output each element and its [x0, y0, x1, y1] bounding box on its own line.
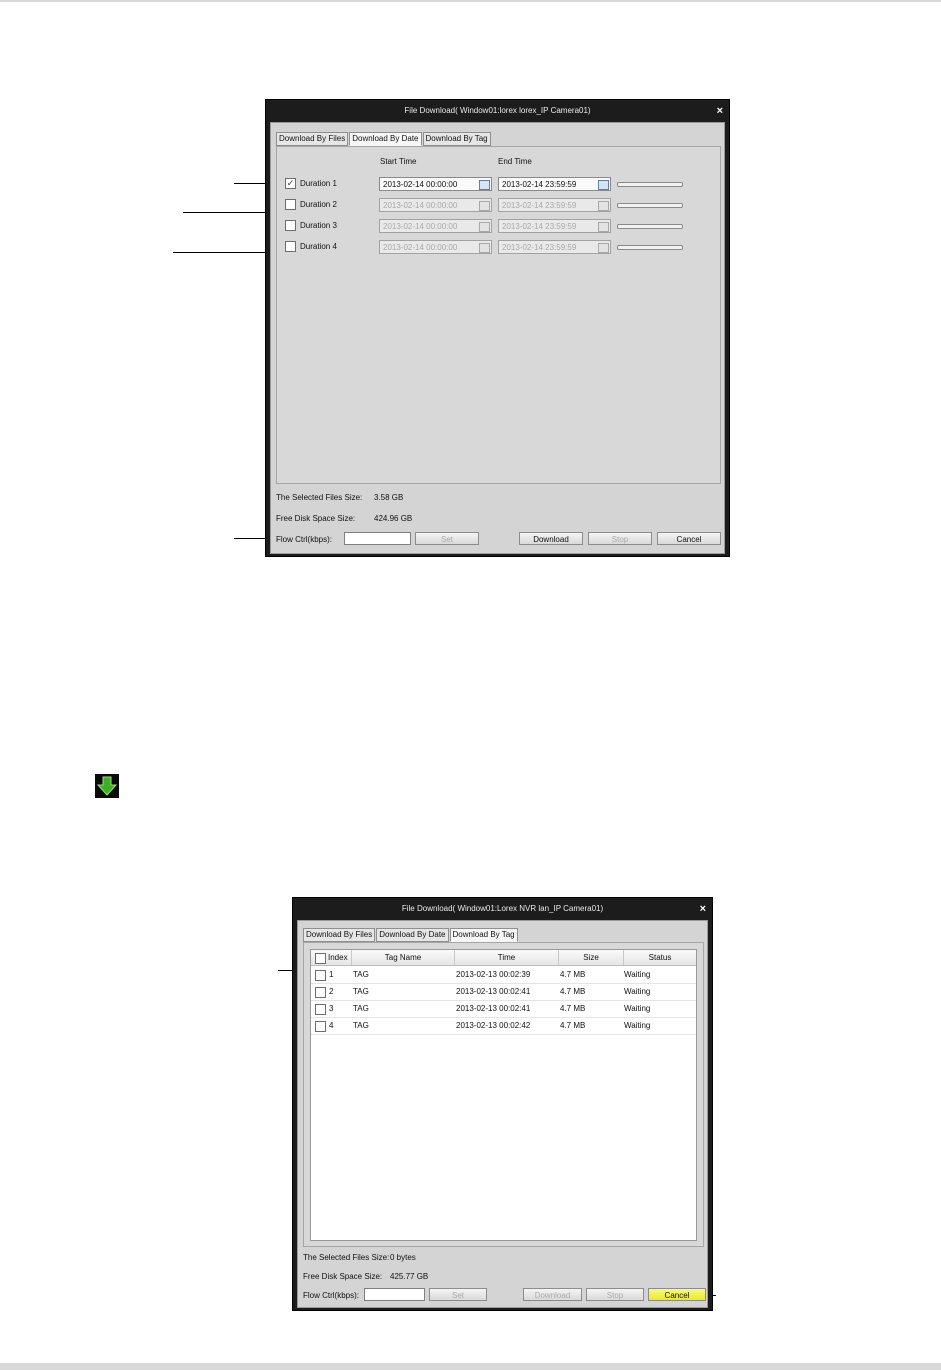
row-checkbox[interactable] [315, 1021, 326, 1032]
free-space-value: 425.77 GB [390, 1272, 429, 1281]
row-time: 2013-02-13 00:02:39 [456, 970, 531, 979]
duration-3-checkbox[interactable] [285, 220, 296, 231]
set-button[interactable]: Set [429, 1288, 487, 1301]
tab-download-by-tag[interactable]: Download By Tag [450, 928, 518, 942]
dialog-body [270, 122, 725, 554]
tag-table [310, 949, 697, 1241]
duration-3-label: Duration 3 [300, 221, 337, 230]
cancel-button[interactable]: Cancel [648, 1288, 706, 1301]
tab-bar [276, 132, 492, 146]
row-size: 4.7 MB [560, 970, 586, 979]
row-checkbox[interactable] [315, 970, 326, 981]
duration-3-end-time[interactable] [498, 219, 611, 233]
duration-4-checkbox[interactable] [285, 241, 296, 252]
duration-2-checkbox[interactable] [285, 199, 296, 210]
row-index: 2 [329, 987, 334, 996]
calendar-icon[interactable] [598, 222, 609, 232]
stop-button[interactable]: Stop [588, 532, 652, 545]
column-header-status: Status [648, 953, 672, 962]
row-time: 2013-02-13 00:02:41 [456, 1004, 531, 1013]
flow-ctrl-input[interactable] [344, 532, 411, 545]
row-size: 4.7 MB [560, 1004, 586, 1013]
tab-download-by-date[interactable]: Download By Date [376, 928, 448, 942]
row-tag-name: TAG [353, 1004, 369, 1013]
tag-panel [303, 942, 704, 1247]
column-header-tag-name: Tag Name [352, 950, 455, 965]
duration-4-label: Duration 4 [300, 242, 337, 251]
download-button[interactable]: Download [519, 532, 583, 545]
selected-size-label: The Selected Files Size: [276, 493, 363, 502]
file-download-dialog-by-date [265, 99, 730, 557]
column-header-index: Index [328, 953, 348, 962]
tab-download-by-files[interactable]: Download By Files [303, 928, 375, 942]
duration-1-checkbox[interactable]: ✓ [286, 178, 295, 188]
download-arrow-icon [95, 774, 119, 798]
end-time-value: 2013-02-14 23:59:59 [502, 201, 577, 210]
duration-4-end-time[interactable] [498, 240, 611, 254]
select-all-header [311, 950, 352, 965]
dialog-title: File Download( Window01:lorex lorex_IP Camera01) [404, 106, 591, 115]
row-tag-name: TAG [353, 970, 369, 979]
row-status: Waiting [624, 987, 651, 996]
duration-3-progress [617, 224, 683, 229]
start-time-value: 2013-02-14 00:00:00 [383, 180, 458, 189]
row-index: 4 [329, 1021, 334, 1030]
duration-4-progress [617, 245, 683, 250]
end-time-value: 2013-02-14 23:59:59 [502, 243, 577, 252]
calendar-icon[interactable] [598, 243, 609, 253]
end-time-value: 2013-02-14 23:59:59 [502, 222, 577, 231]
dialog-body [297, 920, 708, 1308]
row-status: Waiting [624, 970, 651, 979]
calendar-icon[interactable] [598, 180, 609, 190]
tab-bar [303, 928, 519, 942]
row-checkbox[interactable] [315, 1004, 326, 1015]
flow-ctrl-label: Flow Ctrl(kbps): [276, 535, 333, 544]
stop-button[interactable]: Stop [586, 1288, 644, 1301]
row-time: 2013-02-13 00:02:41 [456, 987, 531, 996]
row-tag-name: TAG [353, 987, 369, 996]
close-icon[interactable]: × [716, 105, 723, 117]
row-time: 2013-02-13 00:02:42 [456, 1021, 531, 1030]
row-status: Waiting [624, 1004, 651, 1013]
free-space-value: 424.96 GB [374, 514, 413, 523]
table-row[interactable] [311, 1017, 696, 1035]
bottom-rule [0, 1363, 941, 1370]
end-time-value: 2013-02-14 23:59:59 [502, 180, 577, 189]
table-row[interactable] [311, 1000, 696, 1018]
duration-1-start-time[interactable] [379, 177, 492, 191]
calendar-icon[interactable] [598, 201, 609, 211]
duration-2-start-time[interactable] [379, 198, 492, 212]
flow-ctrl-label: Flow Ctrl(kbps): [303, 1291, 360, 1300]
row-status: Waiting [624, 1021, 651, 1030]
row-checkbox[interactable] [315, 987, 326, 998]
row-size: 4.7 MB [560, 987, 586, 996]
calendar-icon[interactable] [479, 222, 490, 232]
row-index: 1 [329, 970, 334, 979]
duration-1-label: Duration 1 [300, 179, 337, 188]
start-time-value: 2013-02-14 00:00:00 [383, 201, 458, 210]
table-row[interactable] [311, 983, 696, 1001]
selected-size-label: The Selected Files Size: [303, 1253, 390, 1262]
tab-download-by-date[interactable]: Download By Date [349, 132, 421, 146]
start-time-value: 2013-02-14 00:00:00 [383, 243, 458, 252]
duration-2-progress [617, 203, 683, 208]
download-button[interactable]: Download [523, 1288, 582, 1301]
calendar-icon[interactable] [479, 201, 490, 211]
row-index: 3 [329, 1004, 334, 1013]
start-time-value: 2013-02-14 00:00:00 [383, 222, 458, 231]
calendar-icon[interactable] [479, 243, 490, 253]
cancel-button[interactable]: Cancel [657, 532, 721, 545]
end-time-header: End Time [498, 157, 532, 166]
duration-3-start-time[interactable] [379, 219, 492, 233]
table-header [311, 950, 696, 966]
selected-size-value: 3.58 GB [374, 493, 404, 502]
free-space-label: Free Disk Space Size: [276, 514, 356, 523]
close-icon[interactable]: × [699, 903, 706, 915]
select-all-checkbox[interactable] [315, 953, 326, 964]
free-space-label: Free Disk Space Size: [303, 1272, 383, 1281]
table-row[interactable] [311, 966, 696, 984]
tab-download-by-tag[interactable]: Download By Tag [423, 132, 491, 146]
duration-2-end-time[interactable] [498, 198, 611, 212]
column-header-size: Size [559, 950, 624, 965]
duration-1-end-time[interactable] [498, 177, 611, 191]
top-rule [0, 0, 941, 2]
row-size: 4.7 MB [560, 1021, 586, 1030]
selected-size-value: 0 bytes [390, 1253, 416, 1262]
duration-panel [276, 146, 721, 484]
column-header-time: Time [455, 950, 559, 965]
flow-ctrl-input[interactable] [364, 1288, 425, 1301]
duration-1-progress [617, 182, 683, 187]
calendar-icon[interactable] [479, 180, 490, 190]
start-time-header: Start Time [380, 157, 417, 166]
duration-2-label: Duration 2 [300, 200, 337, 209]
row-tag-name: TAG [353, 1021, 369, 1030]
dialog-title: File Download( Window01:Lorex NVR lan_IP Camera01) [401, 904, 604, 913]
tab-download-by-files[interactable]: Download By Files [276, 132, 348, 146]
set-button[interactable]: Set [415, 532, 479, 545]
duration-4-start-time[interactable] [379, 240, 492, 254]
file-download-dialog-by-tag [292, 897, 713, 1311]
